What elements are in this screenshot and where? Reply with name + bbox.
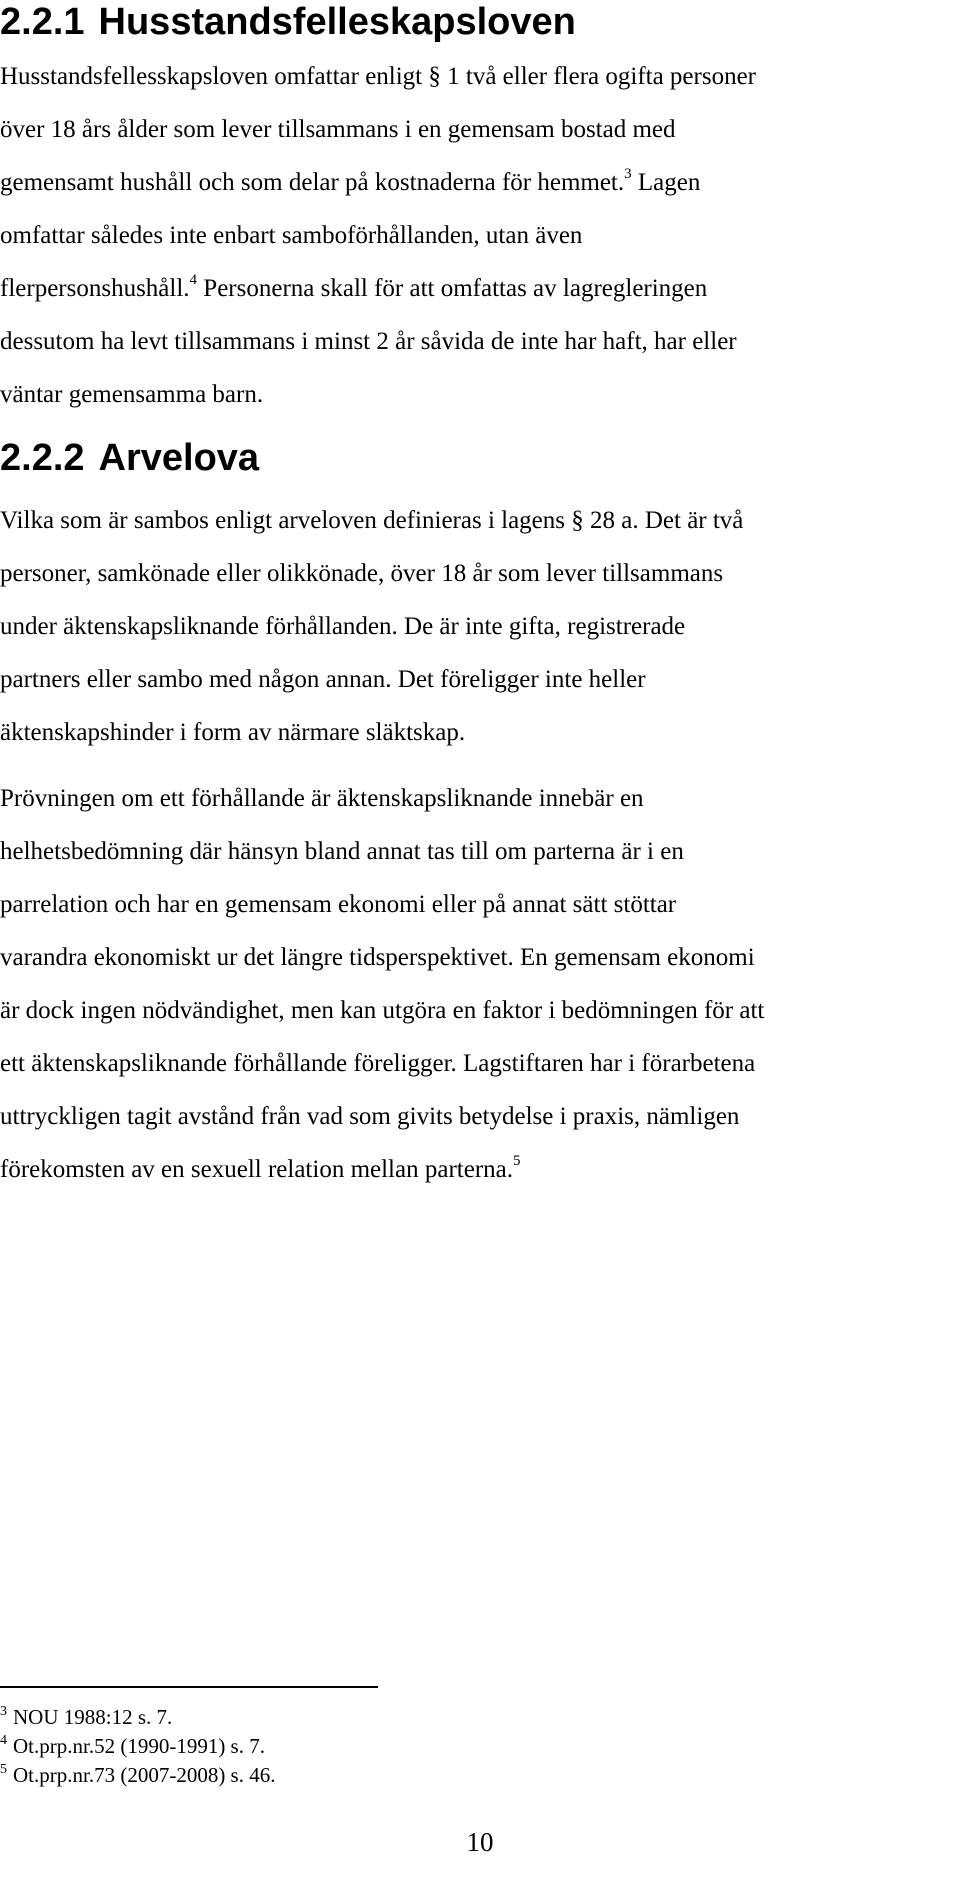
footnote-ref-5[interactable]: 5 bbox=[513, 1153, 521, 1169]
footnote-divider bbox=[0, 1686, 378, 1688]
text-segment: gemensamt hushåll och som delar på kostnaderna för hemmet. bbox=[0, 169, 625, 196]
text-line: Vilka som är sambos enligt arveloven definieras i lagens § 28 a. Det är två bbox=[0, 507, 744, 534]
footnote-list bbox=[0, 1703, 275, 1790]
section-heading-2-2-1 bbox=[0, 0, 576, 44]
text-line: under äktenskapsliknande förhållanden. De är inte gifta, registrerade bbox=[0, 613, 686, 640]
text-line bbox=[0, 262, 950, 315]
footnote-item bbox=[0, 1732, 275, 1761]
text-line: ett äktenskapsliknande förhållande föreligger. Lagstiftaren har i förarbetena bbox=[0, 1050, 756, 1077]
text-line: är dock ingen nödvändighet, men kan utgöra en faktor i bedömningen för att bbox=[0, 997, 765, 1024]
paragraph-husstandsfelleskap bbox=[0, 50, 950, 421]
text-line: väntar gemensamma barn. bbox=[0, 381, 264, 408]
text-line bbox=[0, 156, 950, 209]
section-number: 2.2.2 bbox=[0, 437, 85, 479]
section-title: Arvelova bbox=[98, 437, 260, 479]
section-heading-2-2-2 bbox=[0, 436, 259, 480]
text-segment: förekomsten av en sexuell relation mellan parterna. bbox=[0, 1156, 513, 1183]
text-segment: flerpersonshushåll. bbox=[0, 275, 190, 302]
footnote-item bbox=[0, 1761, 275, 1790]
footnote-item bbox=[0, 1703, 275, 1732]
text-line: över 18 års ålder som lever tillsammans i en gemensam bostad med bbox=[0, 116, 676, 143]
footnote-text: NOU 1988:12 s. 7. bbox=[13, 1705, 173, 1729]
paragraph-arvelova-assessment bbox=[0, 772, 950, 1196]
text-line: varandra ekonomiskt ur det längre tidsperspektivet. En gemensam ekonomi bbox=[0, 944, 755, 971]
footnote-text: Ot.prp.nr.52 (1990-1991) s. 7. bbox=[13, 1734, 265, 1758]
text-line: Prövningen om ett förhållande är äktenskapsliknande innebär en bbox=[0, 785, 644, 812]
text-line: uttryckligen tagit avstånd från vad som givits betydelse i praxis, nämligen bbox=[0, 1103, 740, 1130]
text-line: äktenskapshinder i form av närmare släktskap. bbox=[0, 719, 466, 746]
text-segment: Lagen bbox=[631, 169, 701, 196]
footnote-mark: 4 bbox=[0, 1733, 7, 1748]
text-line: omfattar således inte enbart samboförhållanden, utan även bbox=[0, 222, 583, 249]
footnote-mark: 5 bbox=[0, 1762, 7, 1777]
footnote-ref-3[interactable]: 3 bbox=[624, 166, 632, 182]
text-segment: Personerna skall för att omfattas av lagregleringen bbox=[197, 275, 708, 302]
text-line: parrelation och har en gemensam ekonomi eller på annat sätt stöttar bbox=[0, 891, 677, 918]
text-line: dessutom ha levt tillsammans i minst 2 år såvida de inte har haft, har eller bbox=[0, 328, 737, 355]
text-line: partners eller sambo med någon annan. Det föreligger inte heller bbox=[0, 666, 646, 693]
footnote-ref-4[interactable]: 4 bbox=[189, 272, 198, 288]
footnote-text: Ot.prp.nr.73 (2007-2008) s. 46. bbox=[13, 1763, 276, 1787]
text-line bbox=[0, 1143, 950, 1196]
text-line: Husstandsfellesskapsloven omfattar enligt § 1 två eller flera ogifta personer bbox=[0, 63, 757, 90]
footnote-mark: 3 bbox=[0, 1704, 7, 1719]
text-line: helhetsbedömning där hänsyn bland annat tas till om parterna är i en bbox=[0, 838, 684, 865]
paragraph-arvelova-definition bbox=[0, 494, 950, 759]
text-line: personer, samkönade eller olikkönade, över 18 år som lever tillsammans bbox=[0, 560, 724, 587]
section-number: 2.2.1 bbox=[0, 1, 85, 43]
section-title: Husstandsfelleskapsloven bbox=[98, 1, 576, 43]
page-number: 10 bbox=[466, 1827, 494, 1857]
